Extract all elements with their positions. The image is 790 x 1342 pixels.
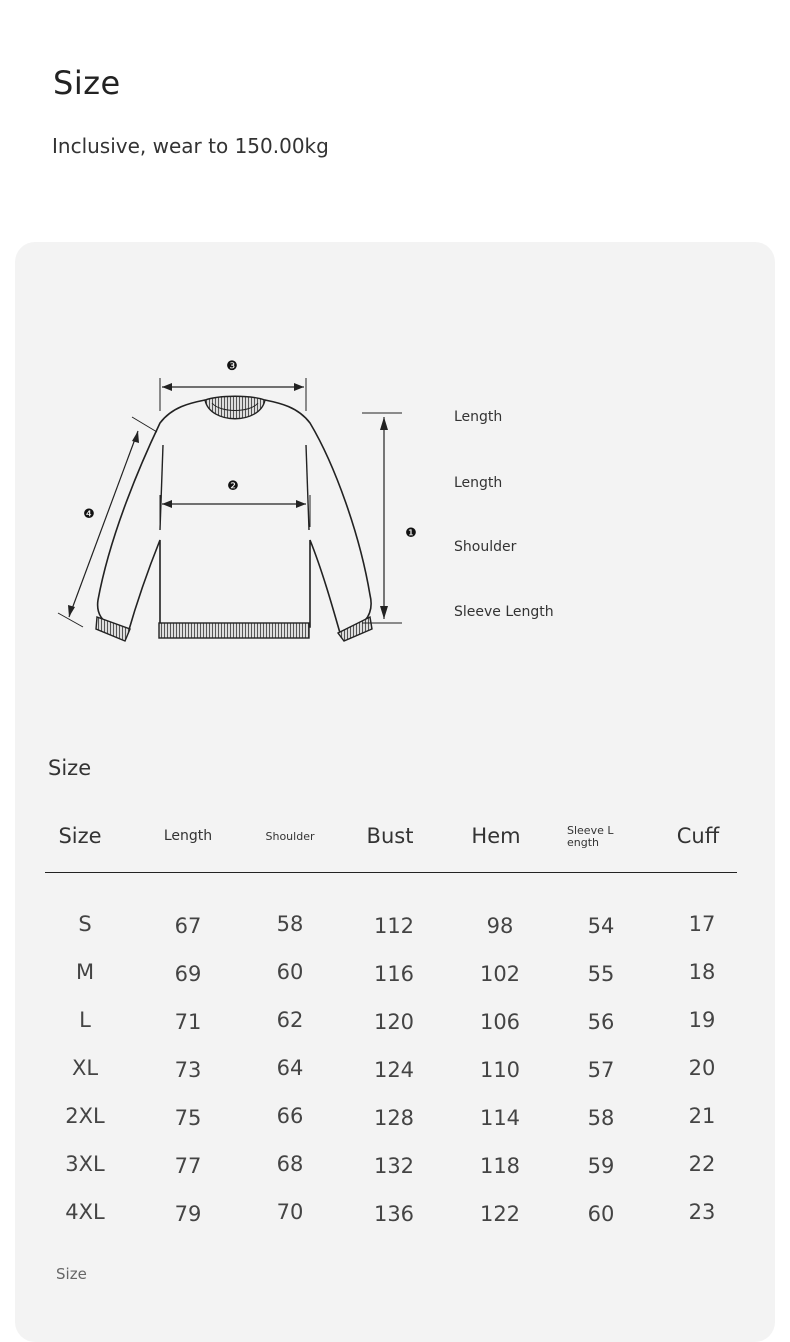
- footer-note: Size: [56, 1265, 87, 1283]
- table-cell: 55: [587, 962, 615, 986]
- table-cell: 70: [276, 1200, 304, 1224]
- table-header: [45, 812, 737, 873]
- table-cell: 67: [174, 914, 202, 938]
- table-row: [45, 900, 737, 948]
- table-cell: M: [75, 960, 95, 984]
- table-cell: 128: [373, 1106, 415, 1130]
- table-cell: 71: [174, 1010, 202, 1034]
- marker-1: ❶: [405, 526, 417, 541]
- table-cell: 64: [276, 1056, 304, 1080]
- table-cell: 114: [479, 1106, 521, 1130]
- table-cell: 106: [479, 1010, 521, 1034]
- size-chart-title: Size: [48, 756, 92, 780]
- table-row: [45, 1092, 737, 1140]
- table-cell: 75: [174, 1106, 202, 1130]
- table-cell: 59: [587, 1154, 615, 1178]
- table-cell: 17: [688, 912, 716, 936]
- header-hem: Hem: [471, 824, 521, 849]
- table-row: [45, 1044, 737, 1092]
- header-bust: Bust: [366, 824, 414, 849]
- sweater-diagram: [40, 345, 420, 655]
- table-cell: 54: [587, 914, 615, 938]
- table-cell: 98: [486, 914, 514, 938]
- table-cell: 4XL: [65, 1200, 105, 1224]
- table-cell: 112: [373, 914, 415, 938]
- table-cell: 23: [688, 1200, 716, 1224]
- size-table: [45, 812, 737, 873]
- table-cell: 102: [479, 962, 521, 986]
- table-cell: 116: [373, 962, 415, 986]
- table-cell: 66: [276, 1104, 304, 1128]
- table-cell: 110: [479, 1058, 521, 1082]
- page-title: Size: [53, 64, 121, 102]
- table-row: [45, 948, 737, 996]
- table-cell: 22: [688, 1152, 716, 1176]
- header-length: Length: [163, 828, 213, 845]
- table-cell: 124: [373, 1058, 415, 1082]
- marker-2: ❷: [227, 479, 239, 494]
- table-cell: 57: [587, 1058, 615, 1082]
- table-cell: L: [79, 1008, 91, 1032]
- page-subtitle: Inclusive, wear to 150.00kg: [52, 134, 329, 158]
- table-cell: 18: [688, 960, 716, 984]
- header-shoulder: Shoulder: [265, 829, 315, 843]
- table-body: [45, 900, 737, 1240]
- table-row: [45, 1188, 737, 1236]
- table-cell: 21: [688, 1104, 716, 1128]
- table-cell: 120: [373, 1010, 415, 1034]
- table-cell: 79: [174, 1202, 202, 1226]
- table-row: [45, 1140, 737, 1188]
- table-cell: 58: [276, 912, 304, 936]
- table-cell: 56: [587, 1010, 615, 1034]
- table-cell: 69: [174, 962, 202, 986]
- table-cell: 60: [587, 1202, 615, 1226]
- table-cell: 2XL: [65, 1104, 105, 1128]
- table-cell: 60: [276, 960, 304, 984]
- table-cell: 132: [373, 1154, 415, 1178]
- diagram-label-4: Sleeve Length: [454, 604, 554, 620]
- diagram-label-3: Shoulder: [454, 539, 517, 555]
- header-sleeve-length: Sleeve L ength: [567, 823, 614, 849]
- table-cell: 68: [276, 1152, 304, 1176]
- marker-3: ❸: [226, 359, 238, 374]
- diagram-label-2: Length: [454, 475, 503, 491]
- header-cuff: Cuff: [676, 824, 720, 849]
- diagram-label-1: Length: [454, 409, 503, 425]
- table-cell: 77: [174, 1154, 202, 1178]
- table-cell: 62: [276, 1008, 304, 1032]
- table-cell: 3XL: [65, 1152, 105, 1176]
- table-cell: 73: [174, 1058, 202, 1082]
- hem-rib: [159, 623, 309, 638]
- table-cell: XL: [71, 1056, 99, 1080]
- table-row: [45, 996, 737, 1044]
- table-cell: 58: [587, 1106, 615, 1130]
- marker-4: ❹: [83, 507, 95, 522]
- table-cell: 122: [479, 1202, 521, 1226]
- table-cell: 118: [479, 1154, 521, 1178]
- table-cell: 19: [688, 1008, 716, 1032]
- table-cell: 136: [373, 1202, 415, 1226]
- table-cell: 20: [688, 1056, 716, 1080]
- header-size: Size: [58, 824, 102, 849]
- sweater-outline: [98, 400, 371, 633]
- table-cell: S: [78, 912, 92, 936]
